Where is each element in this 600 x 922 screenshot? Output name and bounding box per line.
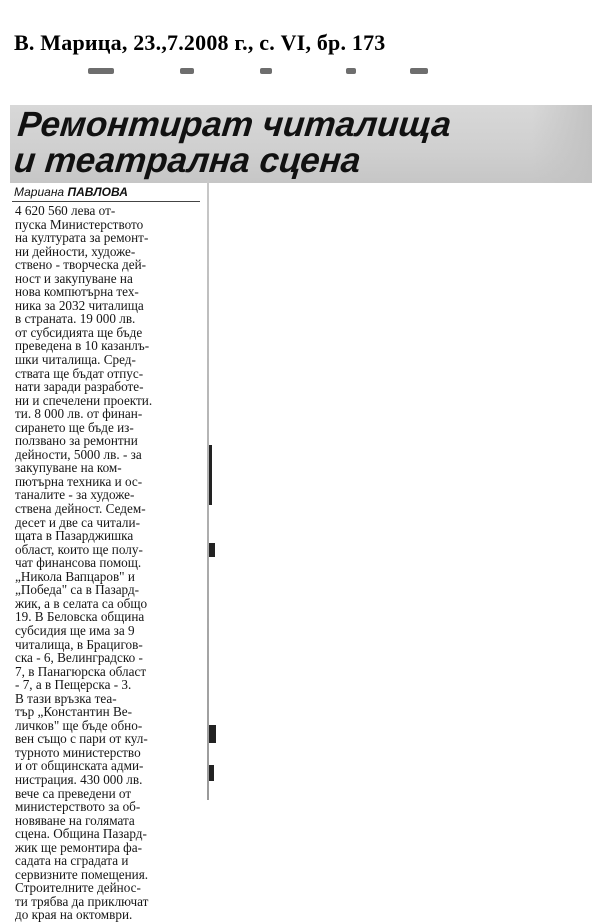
article-line: до края на октомври.	[15, 907, 133, 922]
article-line: чат финансова помощ.	[15, 555, 142, 571]
article-line: шки читалища. Сред-	[15, 352, 136, 368]
article-line: закупуване на ком-	[15, 460, 122, 476]
article-line: вен също с пари от кул-	[15, 731, 148, 747]
article-line: 7, в Панагюрска област	[15, 663, 147, 679]
author-first-name: Мариана	[14, 185, 65, 199]
article-line: област, които ще полу-	[15, 541, 143, 557]
article-line: 4 620 560 лева от-	[15, 203, 116, 218]
article-line: таналите - за художе-	[15, 487, 135, 503]
article-line: нова компютърна тех-	[15, 284, 139, 300]
article-line: „Никола Вапцаров" и	[15, 568, 135, 584]
article-line: ползвано за ремонтни	[15, 433, 138, 449]
article-line: тър „Константин Ве-	[15, 704, 133, 720]
headline-line-2: и театрална сцена	[12, 141, 363, 180]
article-line: - 7, а в Пещерска - 3.	[15, 677, 132, 693]
article-line: сирането ще бъде из-	[15, 419, 134, 435]
article-line: субсидия ще има за 9	[15, 622, 135, 638]
byline-rule	[12, 201, 200, 202]
article-line: ствена дейност. Седем-	[15, 501, 146, 517]
article-line: и от общинската адми-	[15, 758, 144, 774]
author-last-name: ПАВЛОВА	[67, 185, 128, 199]
article-line: В тази връзка теа-	[15, 690, 117, 706]
faint-previous-line	[88, 66, 438, 78]
article-line: нистрация. 430 000 лв.	[15, 771, 143, 787]
article-line: дейности, 5000 лв. - за	[15, 446, 142, 462]
article-line: ска - 6, Велинградско -	[15, 650, 143, 666]
article-line: преведена в 10 казанлъ-	[15, 338, 150, 354]
article-line: щата в Пазарджишка	[15, 528, 134, 544]
article-line: ствено - творческа дей-	[15, 257, 147, 273]
article-line: ти. 8 000 лв. от финан-	[15, 406, 143, 422]
author-byline	[14, 185, 128, 199]
article-line: личков" ще бъде обно-	[15, 717, 143, 733]
article-line: читалища, в Брацигов-	[15, 636, 143, 652]
article-line: ност и закупуване на	[15, 270, 133, 286]
article-line: десет и две са читали-	[15, 514, 140, 530]
adjacent-column-marks	[209, 445, 217, 785]
article-body	[15, 204, 205, 922]
article-line: жик, а в селата са общо	[15, 595, 148, 611]
article-line: сцена. Община Пазард-	[15, 826, 147, 842]
article-line: на културата за ремонт-	[15, 230, 149, 246]
article-line: пуска Министерството	[15, 216, 144, 232]
article-line: турното министерство	[15, 744, 141, 760]
article-line: Строителните дейнос-	[15, 880, 141, 896]
headline-line-1: Ремонтират читалища	[15, 105, 454, 144]
article-line: ника за 2032 читалища	[15, 297, 144, 313]
article-line: ни дейности, художе-	[15, 243, 136, 259]
article-line: „Победа" са в Пазард-	[15, 582, 140, 598]
article-line: вече са преведени от	[15, 785, 132, 801]
article-headline	[12, 107, 453, 179]
article-line: ти трябва да приключат	[15, 893, 149, 909]
article-line: в страната. 19 000 лв.	[15, 311, 136, 327]
article-line: нати заради разработе-	[15, 379, 144, 395]
article-line: 19. В Беловска община	[15, 609, 145, 625]
article-line: пютърна техника и ос-	[15, 473, 143, 489]
article-line: министерството за об-	[15, 799, 141, 815]
article-line: садата на сградата и	[15, 853, 129, 869]
article-line: новяване на голямата	[15, 812, 135, 828]
article-line: от субсидията ще бъде	[15, 324, 143, 340]
newspaper-source-line: В. Марица, 23.,7.2008 г., с. VI, бр. 173	[14, 30, 386, 55]
article-line: сервизните помещения.	[15, 866, 149, 882]
newspaper-clipping	[10, 105, 592, 922]
article-line: жик ще ремонтира фа-	[15, 839, 142, 855]
article-line: ствата ще бъдат отпус-	[15, 365, 144, 381]
article-line: ни и спечелени проекти.	[15, 392, 153, 408]
